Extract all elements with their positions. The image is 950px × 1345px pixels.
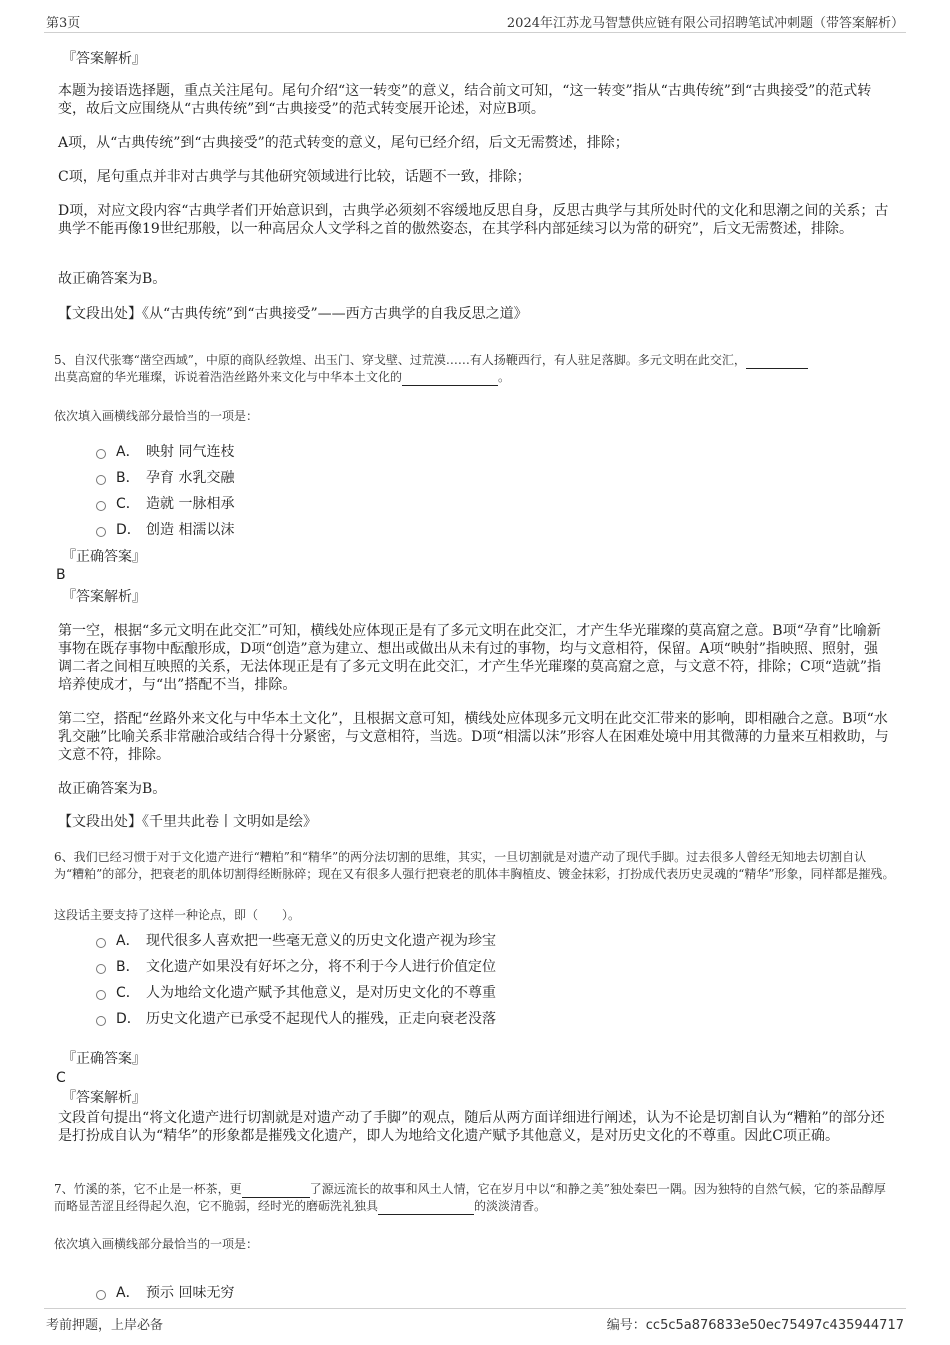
q5-stem-part2: 出莫高窟的华光璀璨，诉说着浩浩丝路外来文化与中华本土文化的 [54,370,403,384]
q5-option-c[interactable]: C． 造就 一脉相承 [96,495,234,513]
q5-analysis-conclusion: 故正确答案为B。 [58,781,167,797]
header-divider [44,32,906,33]
q5-correct-label: 『正确答案』 [62,549,146,565]
q7-stem-part2: 了源远流长的故事和风土人情，它在岁月中以“和静之美”独处秦巴一隅。因为独特的自然气候，它的茶品醇厚而略显苦涩且经得起久泡，它不脆弱，经时光的磨砺洗礼独具 [54,1182,886,1213]
q7-stem-part1: 7、竹溪的茶，它不止是一杯茶，更 [54,1182,242,1196]
q6-option-c[interactable]: C． 人为地给文化遗产赋予其他意义，是对历史文化的不尊重 [96,984,496,1002]
q4-analysis-p3: C项，尾句重点并非对古典学与其他研究领域进行比较，话题不一致，排除； [58,169,531,185]
q4-analysis-p1: 本题为接语选择题，重点关注尾句。尾句介绍“这一转变”的意义，结合前文可知，“这一转变”指从“古典传统”到“古典接受”的范式转变，故后文应围绕从“古典传统”到“古典接受”的范式转变展开论述，对应B项。 [58,83,872,117]
q4-analysis-conclusion: 故正确答案为B。 [58,271,167,287]
q5-option-b[interactable]: B． 孕育 水乳交融 [96,469,234,487]
q4-analysis-p4: D项，对应文段内容“古典学者们开始意识到，古典学必须刻不容缓地反思自身，反思古典学与其所处时代的文化和思潮之间的关系；古典学不能再像19世纪那般，以一种高居众人文学科之首的傲然姿态，在其学科内部延续习以为常的研究”，后文无需赘述，排除。 [58,203,889,237]
q5-blank-1 [746,354,808,369]
radio-icon[interactable] [96,1290,106,1300]
q5-source: 【文段出处】《千里共此卷丨文明如是绘》 [58,814,317,830]
q6-prompt: 这段话主要支持了这样一种论点，即（ ）。 [54,908,301,922]
q5-answer: B [56,567,66,583]
q6-option-a[interactable]: A． 现代很多人喜欢把一些毫无意义的历史文化遗产视为珍宝 [96,932,496,950]
footer-slogan: 考前押题，上岸必备 [46,1318,164,1333]
q4-source: 【文段出处】《从“古典传统”到“古典接受”——西方古典学的自我反思之道》 [58,306,528,322]
q5-analysis-label: 『答案解析』 [62,589,146,605]
footer-divider [44,1308,906,1309]
q5-option-a[interactable]: A． 映射 同气连枝 [96,443,234,461]
q5-stem-end: 。 [498,370,511,384]
radio-icon[interactable] [96,1016,106,1026]
radio-icon[interactable] [96,475,106,485]
q7-prompt: 依次填入画横线部分最恰当的一项是： [54,1237,259,1251]
q4-analysis-p2: A项，从“古典传统”到“古典接受”的范式转变的意义，尾句已经介绍，后文无需赘述，排除； [58,135,629,151]
q6-analysis-p1: 文段首句提出“将文化遗产进行切割就是对遗产动了手脚”的观点，随后从两方面详细进行阐述，认为不论是切割自认为“糟粕”的部分还是打扮成自认为“精华”的形象都是摧残文化遗产，即人为地给文化遗产赋予其他意义，是对历史文化的不尊重。因此C项正确。 [58,1110,885,1144]
q6-option-b[interactable]: B． 文化遗产如果没有好坏之分，将不利于今人进行价值定位 [96,958,496,976]
q6-analysis-label: 『答案解析』 [62,1090,146,1106]
q7-blank-1 [242,1183,310,1198]
q7-stem-end: 的淡淡清香。 [474,1199,547,1213]
document-code [607,1314,904,1333]
radio-icon[interactable] [96,527,106,537]
document-code-label: 编号： [606,1318,646,1333]
radio-icon[interactable] [96,449,106,459]
q6-answer: C [56,1070,66,1086]
q5-stem [54,352,896,386]
q5-analysis-p1: 第一空，根据“多元文明在此交汇”可知，横线处应体现正是有了多元文明在此交汇，才产生华光璀璨的莫高窟之意。B项“孕育”比喻新事物在既存事物中酝酿形成，D项“创造”意为建立、想出或做出从未有过的事物，均与文意相符，保留。A项“映射”指映照、照射，强调二者之间相互映照的关系，无法体现正是有了多元文明在此交汇，才产生华光璀璨的莫高窟之意，与文意不符，排除；C项“造就”指培养使成才，与“出”搭配不当，排除。 [58,623,882,693]
radio-icon[interactable] [96,990,106,1000]
q6-option-d[interactable]: D． 历史文化遗产已承受不起现代人的摧残，正走向衰老没落 [96,1010,496,1028]
q5-prompt: 依次填入画横线部分最恰当的一项是： [54,409,259,423]
q5-option-d[interactable]: D． 创造 相濡以沫 [96,521,234,539]
q6-correct-label: 『正确答案』 [62,1051,146,1067]
document-title: 2024年江苏龙马智慧供应链有限公司招聘笔试冲刺题（带答案解析） [506,16,904,31]
page-number: 第3页 [46,16,81,31]
q7-option-a[interactable]: A． 预示 回味无穷 [96,1284,234,1302]
q4-analysis-label: 『答案解析』 [62,51,146,67]
document-code-value: cc5c5a876833e50ec75497c435944717 [645,1318,904,1333]
q5-stem-part1: 5、自汉代张骞“凿空西域”，中原的商队经敦煌、出玉门、穿戈壁、过荒漠……有人扬鞭西行，有人驻足落脚。多元文明在此交汇， [54,353,746,367]
radio-icon[interactable] [96,501,106,511]
q7-blank-2 [378,1200,474,1215]
q7-stem [54,1181,896,1215]
q5-blank-2 [402,371,498,386]
q6-stem: 6、我们已经习惯于对于文化遗产进行“糟粕”和“精华”的两分法切割的思维，其实，一旦切割就是对遗产动了现代手脚。过去很多人曾经无知地去切割自认为“糟粕”的部分，把衰老的肌体切割得经断脉碎；现在又有很多人强行把衰老的肌体丰胸植皮、镀金抹彩，打扮成代表历史灵魂的“精华”形象，同样都是摧残。 [54,850,895,881]
q5-analysis-p2: 第二空，搭配“丝路外来文化与中华本土文化”，且根据文意可知，横线处应体现多元文明在此交汇带来的影响，即相融合之意。B项“水乳交融”比喻关系非常融洽或结合得十分紧密，与文意相符，当选。D项“相濡以沫”形容人在困难处境中用其微薄的力量来互相救助，与文意不符，排除。 [58,711,889,763]
radio-icon[interactable] [96,938,106,948]
radio-icon[interactable] [96,964,106,974]
